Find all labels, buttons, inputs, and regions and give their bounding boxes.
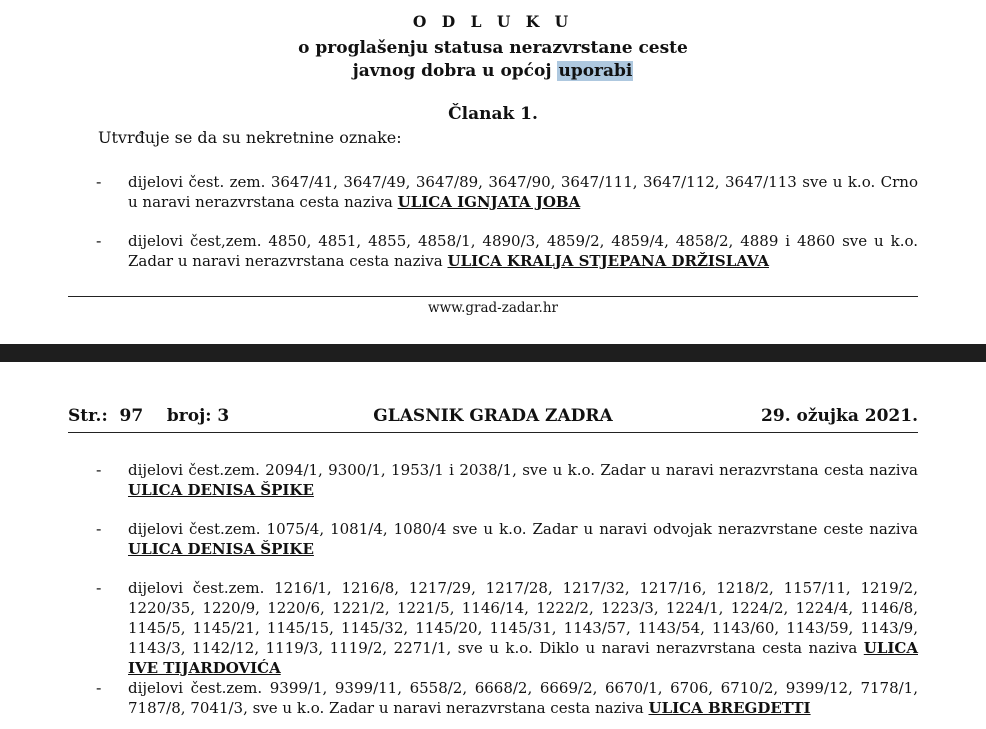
list-dash: -: [96, 678, 102, 697]
list-dash: -: [96, 460, 102, 479]
parcel-description: dijelovi čest. zem. 3647/41, 3647/49, 3647/89, 3647/90, 3647/111, 3647/112, 3647/113 sve u k.o. Crno u naravi nerazvrstana cesta naziva: [128, 173, 918, 211]
page-separator: [0, 344, 986, 362]
parcel-description: dijelovi čest,zem. 4850, 4851, 4855, 4858/1, 4890/3, 4859/2, 4859/4, 4858/2, 4889 i 4860 sve u k.o. Zadar u naravi nerazvrstana cesta naziva: [128, 232, 918, 270]
parcel-description: dijelovi čest.zem. 1216/1, 1216/8, 1217/29, 1217/28, 1217/32, 1217/16, 1218/2, 1157/11, 1219/2, 1220/35, 1220/9, 1220/6, 1221/2, 1221/5, 1146/14, 1222/2, 1223/3, 1224/1, 1224/2, 1224/4, 1146/8, 1145/5, 1145/21, 1145/15, 1145/32, 1145/20, 1145/31, 1143/57, 1143/54, 1143/60, 1143/59, 1143/9, 1143/3, 1142/12, 1119/3, 1119/2, 2271/1, sve u k.o. Diklo u naravi nerazvrstana cesta naziva: [128, 579, 918, 657]
document-page-bottom: [0, 362, 986, 729]
list-item-text: [128, 578, 918, 678]
intro-paragraph: Utvrđuje se da su nekretnine oznake:: [98, 128, 402, 147]
decision-subtitle-line2: [0, 61, 986, 81]
selected-text-highlight[interactable]: uporabi: [558, 61, 633, 81]
list-dash: -: [96, 578, 102, 597]
decision-title: O D L U K U: [412, 12, 574, 31]
list-dash: -: [96, 231, 102, 250]
street-name: ULICA KRALJA STJEPANA DRŽISLAVA: [447, 252, 769, 270]
street-name: ULICA BREGDETTI: [648, 699, 811, 717]
street-name: ULICA DENISA ŠPIKE: [128, 540, 314, 558]
list-item-text: [128, 460, 918, 500]
street-name: ULICA IVE TIJARDOVIĆA: [128, 639, 918, 677]
subtitle-line2-prefix: javnog dobra u općoj: [352, 61, 558, 81]
footer-divider: [68, 296, 918, 297]
parcel-description: dijelovi čest.zem. 2094/1, 9300/1, 1953/1 i 2038/1, sve u k.o. Zadar u naravi nerazvrstana cesta naziva: [128, 461, 918, 479]
decision-subtitle-line1: o proglašenju statusa nerazvrstane ceste: [298, 38, 688, 58]
list-item-text: [128, 231, 918, 271]
article-heading: Članak 1.: [448, 104, 538, 124]
list-item-text: [128, 519, 918, 559]
list-dash: -: [96, 172, 102, 191]
street-name: ULICA IGNJATA JOBA: [397, 193, 581, 211]
page-number: Str.: 97 broj: 3: [68, 406, 230, 426]
document-page-top: [0, 0, 986, 344]
publication-date: 29. ožujka 2021.: [761, 406, 918, 426]
footer-url: www.grad-zadar.hr: [428, 300, 558, 316]
list-item-text: [128, 678, 918, 718]
publication-title: GLASNIK GRADA ZADRA: [373, 406, 613, 426]
street-name: ULICA DENISA ŠPIKE: [128, 481, 314, 499]
header-divider: [68, 432, 918, 433]
parcel-description: dijelovi čest.zem. 9399/1, 9399/11, 6558/2, 6668/2, 6669/2, 6670/1, 6706, 6710/2, 9399/12, 7178/1, 7187/8, 7041/3, sve u k.o. Zadar u naravi nerazvrstana cesta naziva: [128, 679, 918, 717]
parcel-description: dijelovi čest.zem. 1075/4, 1081/4, 1080/4 sve u k.o. Zadar u naravi odvojak nerazvrstane ceste naziva: [128, 520, 918, 538]
list-item-text: [128, 172, 918, 212]
page-header: [68, 406, 918, 430]
list-dash: -: [96, 519, 102, 538]
